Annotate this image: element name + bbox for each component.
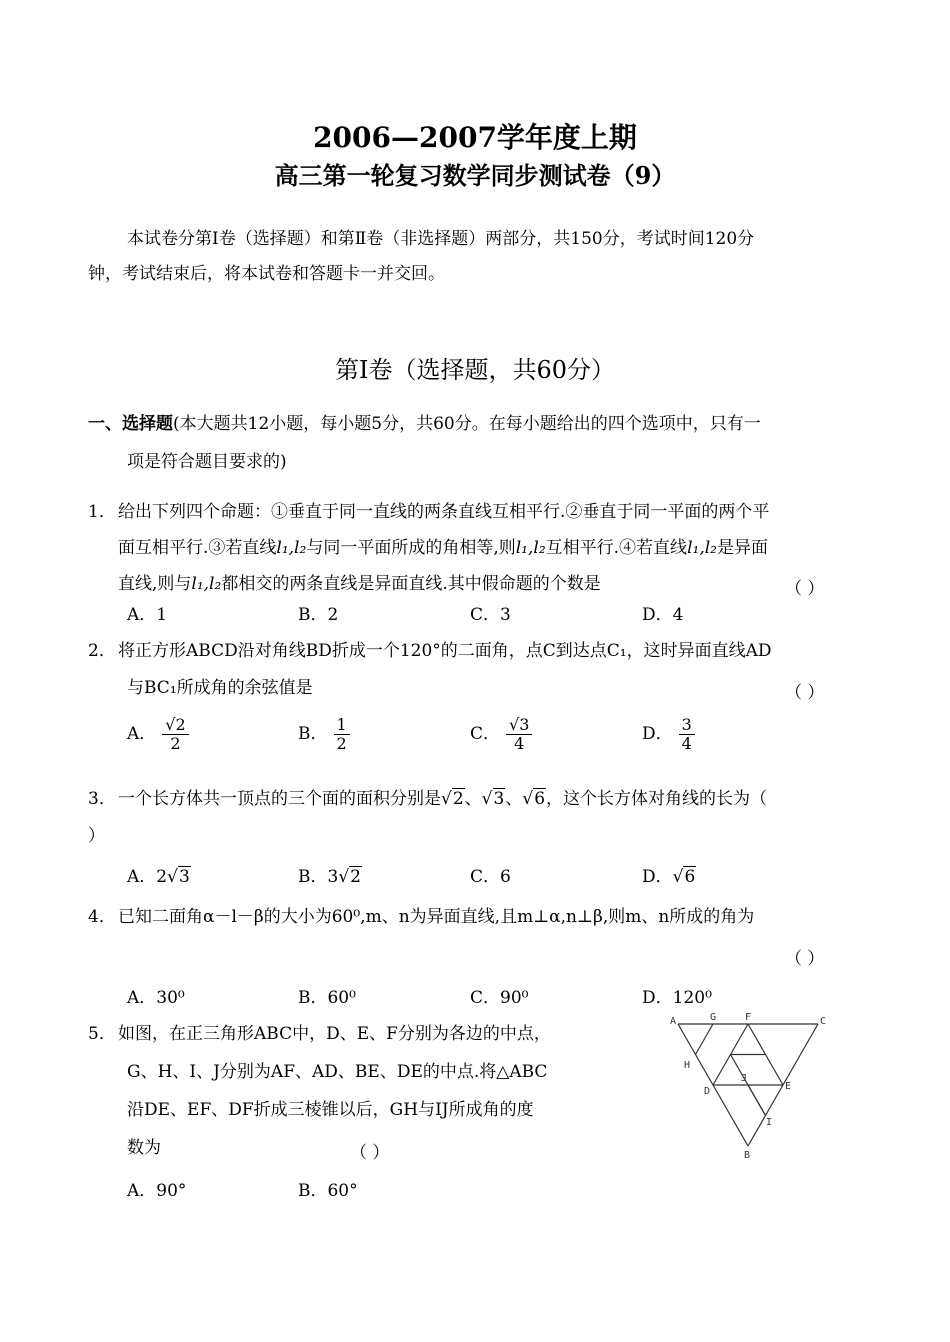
q3-option-a: A．2√3 [127, 867, 190, 887]
q3-option-a-rad: 3 [178, 867, 190, 887]
q3-option-b-coef: 3 [327, 867, 339, 887]
q3-line1 [118, 785, 767, 813]
section-title: 第Ⅰ卷（选择题，共60分） [334, 356, 616, 384]
q1-l1l2-d: l₁,l₂ [191, 574, 222, 594]
q2-option-b-num: 1 [334, 716, 350, 735]
q2-option-b-den: 2 [336, 734, 347, 753]
q3-option-d-letter: D． [642, 867, 673, 887]
q2-option-d-letter: D． [642, 724, 673, 744]
q2-option-c-fraction [506, 716, 532, 753]
label-e: E [785, 1081, 792, 1092]
q4-option-c: C．90⁰ [470, 988, 529, 1008]
label-h: H [684, 1060, 691, 1071]
q5-option-a: A．90° [127, 1181, 187, 1201]
q3-option-b-rad: 2 [350, 867, 361, 887]
q2-option-c-letter: C． [470, 724, 501, 744]
q5-number: 5． [88, 1024, 116, 1044]
q2-line2: 与BC₁所成角的余弦值是 [127, 678, 313, 698]
q2-option-b-fraction [334, 716, 350, 753]
q2-option-a-den: 2 [170, 734, 181, 753]
q3-option-d-rad: 6 [684, 867, 696, 887]
q4-option-b: B．60⁰ [298, 988, 356, 1008]
q1-line2-b: 与同一平面所成的角相等,则 [306, 538, 516, 558]
part1-label: 一、选择题 [88, 414, 173, 434]
q2-line1: 将正方形ABCD沿对角线BD折成一个120°的二面角，点C到达点C₁，这时异面直线AD [118, 641, 772, 661]
q2-option-d-fraction [679, 716, 695, 753]
q1-line3 [118, 570, 601, 598]
q3-option-a-letter: A． [127, 867, 157, 887]
q3-line1-a: 一个长方体共一顶点的三个面的面积分别是 [118, 789, 441, 809]
q1-line2-a: 面互相平行.③若直线 [118, 538, 277, 558]
q5-line4: 数为 [127, 1138, 161, 1158]
q3-radical-3: √3 [481, 789, 505, 809]
label-j: J [741, 1073, 748, 1084]
q3-sep-1: 、 [464, 789, 482, 809]
label-d: D [704, 1086, 711, 1097]
q5-line1: 如图，在正三角形ABC中，D、E、F分别为各边的中点， [118, 1024, 551, 1044]
q4-line1: 已知二面角α－l－β的大小为60⁰,m、n为异面直线,且m⊥α,n⊥β,则m、n所成的角为 [118, 907, 755, 927]
exam-title-subject: 高三第一轮复习数学同步测试卷（9） [274, 161, 676, 190]
q4-number: 4． [88, 907, 116, 927]
q1-line3-b: 都相交的两条直线是异面直线.其中假命题的个数是 [221, 574, 601, 594]
q1-line2-c: 互相平行.④若直线 [545, 538, 688, 558]
q1-line1: 给出下列四个命题：①垂直于同一直线的两条直线互相平行.②垂直于同一平面的两个平 [118, 502, 770, 522]
q1-option-c: C．3 [470, 605, 511, 625]
q3-option-b: B．3√2 [298, 867, 361, 887]
label-i: I [766, 1117, 773, 1128]
q2-option-d [642, 716, 695, 753]
q4-option-d: D．120⁰ [642, 988, 712, 1008]
q1-l1l2-a: l₁,l₂ [276, 538, 307, 558]
q1-l1l2-b: l₁,l₂ [515, 538, 546, 558]
q1-l1l2-c: l₁,l₂ [687, 538, 717, 558]
q1-line2-d: 是异面 [716, 538, 768, 558]
q3-option-c-letter: C． [470, 867, 501, 887]
q2-option-a-letter: A． [127, 724, 157, 744]
label-g: G [710, 1012, 717, 1023]
q3-option-c-coef: 6 [500, 867, 511, 887]
q3-line2: ） [88, 826, 105, 846]
segment-gh [696, 1024, 714, 1055]
q3-option-d: D．√6 [642, 867, 696, 887]
q5-line3: 沿DE、EF、DF折成三棱锥以后，GH与IJ所成角的度 [127, 1100, 534, 1120]
label-c: C [820, 1016, 827, 1027]
q3-option-c [470, 862, 511, 887]
label-a: A [670, 1016, 677, 1027]
q3-radical-2: √2 [441, 789, 464, 809]
q2-option-c-den: 4 [514, 734, 525, 753]
q3-option-a-coef: 2 [156, 867, 168, 887]
q2-option-c [470, 716, 532, 753]
q2-option-a [127, 716, 189, 753]
q1-line3-a: 直线,则与 [118, 574, 192, 594]
q5-option-b: B．60° [298, 1181, 358, 1201]
q3-radical-6: √6 [522, 789, 546, 809]
q2-option-b-letter: B． [298, 724, 328, 744]
q2-option-d-num: 3 [679, 716, 695, 735]
label-f: F [745, 1012, 752, 1023]
q5-triangle-figure [660, 1010, 840, 1170]
q2-option-a-num: √2 [162, 716, 188, 735]
part1-desc: (本大题共12小题，每小题5分，共60分。在每小题给出的四个选项中，只有一 [173, 414, 761, 434]
label-b: B [744, 1150, 751, 1161]
part1-desc-line2: 项是符合题目要求的) [127, 452, 287, 472]
q1-option-a: A．1 [127, 605, 168, 625]
q4-option-a: A．30⁰ [127, 988, 185, 1008]
intro-line-2: 钟，考试结束后，将本试卷和答题卡一并交回。 [88, 264, 445, 284]
q2-option-c-num: √3 [506, 716, 532, 735]
q1-line2 [118, 534, 768, 562]
q1-answer-paren: （ ） [785, 579, 825, 599]
intro-line-1: 本试卷分第Ⅰ卷（选择题）和第Ⅱ卷（非选择题）两部分，共150分，考试时间120分 [127, 229, 755, 249]
exam-title-year: 2006—2007学年度上期 [313, 121, 637, 154]
q2-answer-paren: （ ） [785, 683, 825, 703]
q4-answer-paren: （ ） [785, 949, 825, 969]
q1-number: 1． [88, 502, 116, 522]
q1-option-b: B．2 [298, 605, 339, 625]
q3-option-b-letter: B． [298, 867, 328, 887]
q2-option-b [298, 716, 350, 753]
part1-heading [88, 410, 761, 438]
q2-option-a-fraction [162, 716, 188, 753]
q3-line1-b: ，这个长方体对角线的长为（ [546, 789, 768, 809]
q5-answer-paren: （ ） [350, 1143, 390, 1163]
q3-sep-2: 、 [505, 789, 523, 809]
q2-number: 2． [88, 641, 116, 661]
q2-option-d-den: 4 [681, 734, 692, 753]
q3-number: 3． [88, 789, 116, 809]
q5-line2: G、H、I、J分别为AF、AD、BE、DE的中点.将△ABC [127, 1062, 548, 1082]
q1-option-d: D．4 [642, 605, 684, 625]
